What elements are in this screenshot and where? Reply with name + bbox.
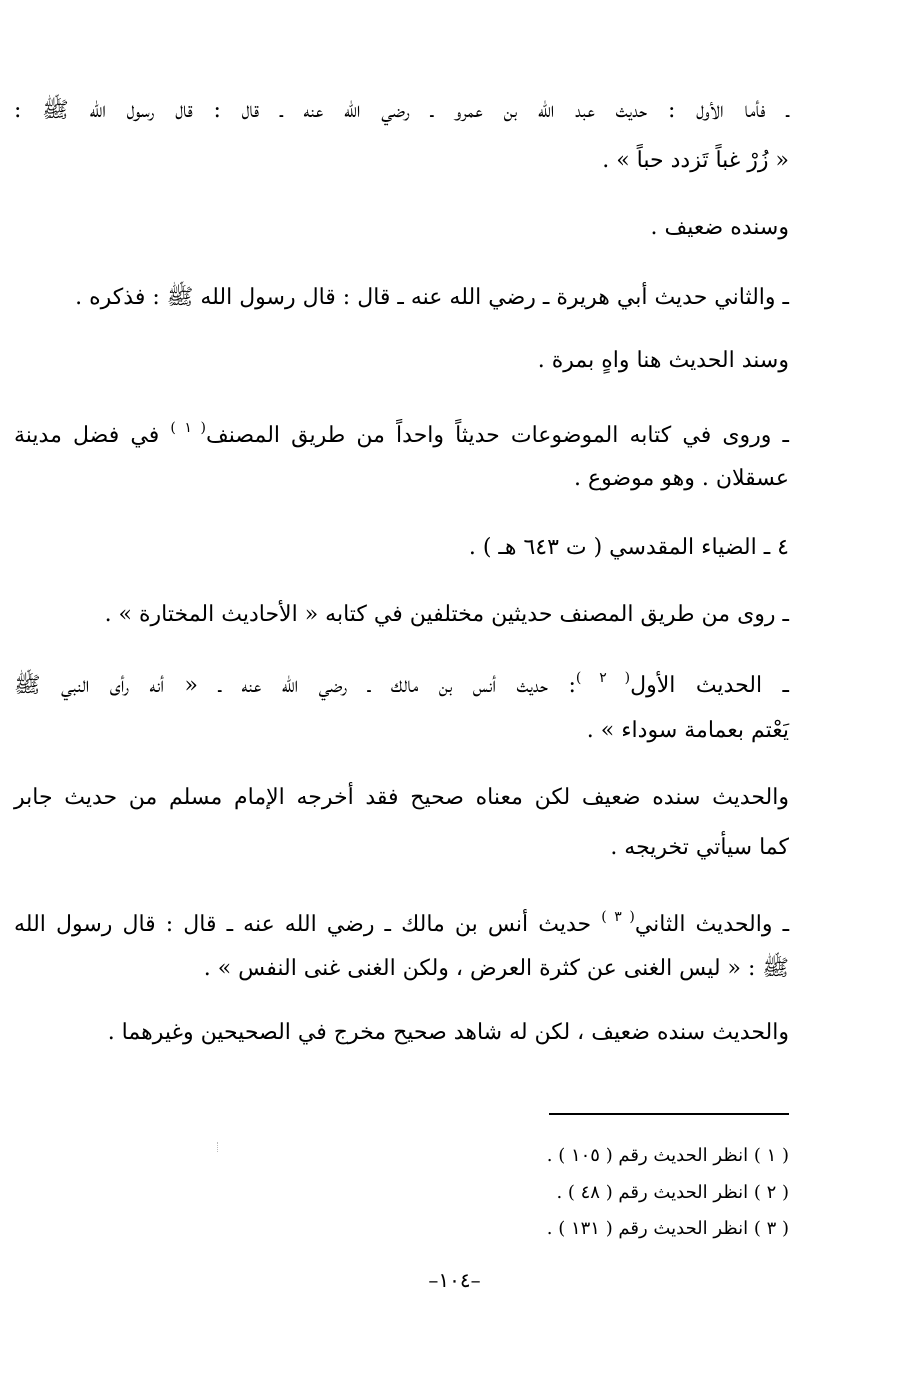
page-number: –١٠٤– — [428, 1268, 481, 1292]
footnote-ref-1: ( ١ ) — [170, 420, 206, 436]
section-heading-diya-maqdisi: ٤ ـ الضياء المقدسي ( ت ٦٤٣ هـ ) . — [468, 535, 789, 560]
scan-speck — [217, 1142, 219, 1152]
paragraph-10-line-1 — [14, 902, 789, 940]
paragraph-8-text-a: ـ الحديث الأول — [630, 673, 789, 698]
paragraph-1-line-1: ـ فأما الأول : حديث عبد الله بن عمرو ـ رضي الله عنه ـ قال : قال رسول الله ﷺ : — [14, 98, 789, 123]
footnote-separator — [549, 1113, 789, 1115]
paragraph-10-text-b: حديث أنس بن مالك ـ رضي الله عنه ـ قال : قال رسول الله — [14, 912, 592, 937]
paragraph-9-line-2: كما سيأتي تخريجه . — [610, 835, 789, 860]
footnote-ref-3: ( ٣ ) — [601, 909, 635, 925]
paragraph-10-text-a: ـ والحديث الثاني — [634, 912, 790, 937]
paragraph-5-text-a: ـ وروى في كتابه الموضوعات حديثاً واحداً من طريق المصنف — [206, 423, 789, 448]
paragraph-7: ـ روى من طريق المصنف حديثين مختلفين في كتابه « الأحاديث المختارة » . — [104, 602, 789, 627]
paragraph-8-line-1 — [14, 663, 789, 701]
paragraph-10-line-2: ﷺ : « ليس الغنى عن كثرة العرض ، ولكن الغنى غنى النفس » . — [203, 956, 789, 981]
footnote-ref-2: ( ٢ ) — [575, 670, 631, 686]
footnote-2: ( ٢ ) انظر الحديث رقم ( ٤٨ ) . — [556, 1182, 789, 1203]
paragraph-8-line-2: يَعْتم بعمامة سوداء » . — [586, 718, 789, 743]
paragraph-2: وسنده ضعيف . — [650, 215, 789, 240]
paragraph-3: ـ والثاني حديث أبي هريرة ـ رضي الله عنه ـ قال : قال رسول الله ﷺ : فذكره . — [75, 285, 789, 310]
paragraph-1-line-2: « زُرْ غباً تَزدد حباً » . — [602, 148, 789, 173]
paragraph-8-text-b: : حديث أنس بن مالك ـ رضي الله عنه ـ « أنه رأى النبي ﷺ — [14, 673, 576, 698]
footnote-1: ( ١ ) انظر الحديث رقم ( ١٠٥ ) . — [546, 1145, 789, 1166]
paragraph-5-line-1 — [14, 413, 789, 451]
paragraph-11: والحديث سنده ضعيف ، لكن له شاهد صحيح مخرج في الصحيحين وغيرهما . — [107, 1020, 789, 1045]
paragraph-4: وسند الحديث هنا واهٍ بمرة . — [537, 348, 789, 373]
paragraph-5-line-2: عسقلان . وهو موضوع . — [573, 466, 789, 491]
paragraph-9-line-1: والحديث سنده ضعيف لكن معناه صحيح فقد أخرجه الإمام مسلم من حديث جابر — [14, 785, 789, 810]
paragraph-5-text-b: في فضل مدينة — [14, 423, 160, 448]
footnote-3: ( ٣ ) انظر الحديث رقم ( ١٣١ ) . — [546, 1218, 789, 1239]
